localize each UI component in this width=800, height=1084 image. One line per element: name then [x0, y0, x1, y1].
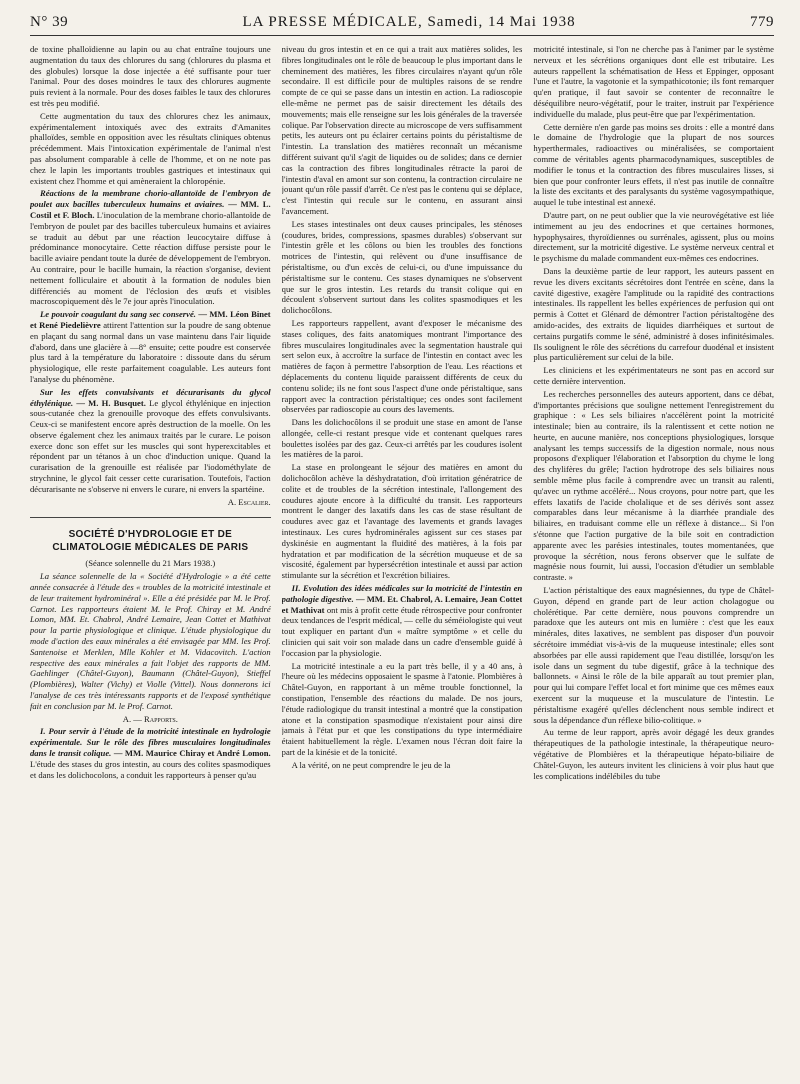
- paragraph: Les recherches personnelles des auteurs apportent, dans ce débat, d'importantes précisions que souligne nettement l'enregistrement du graphique : « Les sels biliaires n'accélèrent point la motricité intestinale; bien au contraire, ils la ralentissent et cette notion ne heurte, en aucune manière, nos conceptions physiologiques, lorsque analysant les temps successifs de la digestion normale, nous nous proposons d'expliquer l'élaboration et l'absorption du chyme le long des chylifères du grêle; l'action hydrotrope des sels biliaires nous semble même plus facile à comprendre avec un transit au ralenti, qu'avec un rythme accéléré... Nous croyons, pour notre part, que les effets laxatifs de l'acide cholalique et de ses dérivés sont assez comparables dans leur mécanisme à la diarrhée prandiale des biliaires, en traduisant comme elle un réflexe à distance... Si l'on s'étonne que l'action purgative de la bile soit en contradiction apparente avec les parésies intestinales, toutes momentanées, que provoque la sécrétion, nous ferons observer que le sulfate de magnésie nous fournit, lui aussi, l'occasion d'étudier un semblable contraste. »: [533, 388, 774, 583]
- article-entry: [30, 188, 271, 307]
- paragraph: Au terme de leur rapport, après avoir dégagé les deux grandes thérapeutiques de la pathologie intestinale, la thérapeutique neuro-végétative de Plombières et la thérapeutique hépato-biliaire de Châtel-Guyon, les auteurs invitent les cliniciens à voir plus haut que les complications indélébiles du tube: [533, 727, 774, 781]
- article-body: Le glycol éthylénique en injection sous-cutanée chez la grenouille provoque des effets convulsivants. Ceux-ci se manifestent encore après destruction de la moelle. On les observe également chez les animaux traités par le curare. Le poison exerce donc son effet sur les muscles qui sont hyperexcitables et répondent par un tétanos à un choc d'induction unique. Quand la curarisation de la grenouille est réalisée par l'iodométhylate de strychnine, le glycol fait cesser cette curarisation. Toutefois, l'action décurarisante ne s'observe ni envers le curare, ni envers la spartéine.: [30, 397, 271, 494]
- paragraph: La stase en prolongeant le séjour des matières en amont du dolichocôlon achève la déshydratation, d'où irritation génératrice de colite et de troubles de la sécrétion intestinale, l'allongement des coudures ajoute encore à la difficulté du transit. Les rapporteurs montrent le danger des laxatifs dans les cas de stase résultant de coudures avec gaz et l'avantage des lavements et grands lavages intestinaux. Les cures hydrominérales agissent sur ces stases par dyskinésie en augmentant la fluidité des matières, à la fois par hydratation et par modification de la sécrétion muqueuse et de sa viscosité, également par hypersécrétion intestinale et aussi par action stimulante sur la sécrétion et l'excrétion biliaires.: [281, 462, 523, 581]
- session-date: (Séance solennelle du 21 Mars 1938.): [85, 558, 216, 569]
- paragraph: Dans les dolichocôlons il se produit une stase en amont de l'anse allongée, celle-ci restant presque vide et contenant quelques rares boulettes isolées par des gaz. Ceux-ci arrêtés par les coudures isolent les matières de la paroi.: [281, 417, 523, 460]
- paragraph: Les rapporteurs rappellent, avant d'exposer le mécanisme des stases coliques, des faits anatomiques montrant l'importance des fibres musculaires longitudinales avec la segmentation haustrale qui sert selon eux, à accroître la surface de l'intestin en contact avec les matières de façon à permettre l'absorption de l'eau. Les réactions et déplacements du contenu liquide paraissent différents de ceux du contenu solide; ils ne font sous l'aspect d'une onde péristaltique, sans rapport avec la contraction péristaltique; ces ondes sont facilement observées par radioscopie au cours des lavements.: [281, 317, 523, 415]
- paragraph: niveau du gros intestin et en ce qui a trait aux matières solides, les fibres longitudinales ont le rôle de beaucoup le plus important dans le cheminement des matières, les fibres circulaires n'ayant qu'un rôle secondaire. Il est difficile pour de multiples raisons de se rendre compte de ce qui se passe dans un intestin en action. La radioscopie elle-même ne permet pas de saisir directement les détails des mouvements; mais elle renseigne sur les lois générales de la traversée colique. Par l'observation directe au microscope de vers suffisamment petits, les auteurs ont pu éclairer certains points du péristaltisme de l'intestin. La translation des matières reconnaît un mécanisme différent suivant qu'il s'agit de liquides ou de solides; dans ce dernier cas la contraction des fibres longitudinales rétracte la paroi de l'intestin d'aval en amont sur son contenu, la contraction circulaire ne jouant qu'un rôle passif d'arrêt. Ce n'est pas le contenu qui se déplace, c'est l'intestin qui recule sur le contenu, en assurant ainsi l'avancement.: [281, 44, 523, 216]
- article-entry: [30, 309, 271, 385]
- article-title: Le pouvoir coagulant du sang sec conservé.: [40, 309, 196, 320]
- article-title: I. Pour servir à l'étude de la motricité intestinale en hydrologie expérimentale. Sur le rôle des fibres musculaires longitudinales dans le transit colique.: [30, 726, 271, 759]
- paragraph: Dans la deuxième partie de leur rapport, les auteurs passent en revue les divers excitants sécrétoires dont l'entrée en scène, dans la cavité digestive, exagère l'amplitude ou la rapidité des contractions intestinales. Ils rappellent les belles expériences de perfusion qui ont permis à Cottet et Glénard de démontrer l'action péristaltogène des amido-acides, des extraits de liquides diarrhéiques et surtout de certains purgatifs comme le séné, administré à doses infinitésimales. Ils soulignent le rôle des sécrétions du carrefour duodénal et insistent plus particulièrement sur celui de la bile.: [533, 265, 774, 363]
- article-entry: [282, 583, 523, 659]
- paragraph: Cette augmentation du taux des chlorures chez les animaux, expérimentalement intoxiqués avec des extraits d'Amanites phalloïdes, semble en opposition avec les résultats cliniques obtenus précédemment. Mais l'intoxication expérimentale de l'animal n'est pas absolument comparable à celle de l'homme, et on ne note pas chez le lapin les importants troubles gastriques et intestinaux qui existent chez l'homme et qui amèneraient la chloropénie.: [30, 110, 271, 186]
- paragraph: D'autre part, on ne peut oublier que la vie neurovégétative est liée intimement au jeu des endocrines et que certaines hormones, hypophysaires, thyroïdiennes ou surrénales, agissent, plus ou moins directement, sur la motricité digestive. Le système nerveux central et le psychisme du malade commandent eux-mêmes ces endocrines.: [533, 209, 774, 264]
- text-columns: [30, 44, 774, 1084]
- journal-title: LA PRESSE MÉDICALE, Samedi, 14 Mai 1938: [242, 14, 576, 30]
- article-authors: — MM. Et. Chabrol, A. Lemaire, Jean Cottet et Mathivat: [281, 593, 523, 615]
- page-number: 779: [749, 14, 774, 30]
- article-title: Réactions de la membrane chorio-allantoïde de l'embryon de poulet aux bacilles tuberculeux humains et aviaires.: [30, 188, 271, 210]
- article-authors: — M. H. Busquet.: [76, 397, 146, 408]
- paragraph: La motricité intestinale a eu la part très belle, il y a 40 ans, à l'heure où les médecins opposaient le spasme à l'atonie. Plombières à Châtel-Guyon, en rapportant à un même trouble fonctionnel, la constipation, l'ensemble des réactions du malade. De nos jours, l'étude radiologique du transit intestinal a montré que la constipation atone et la constipation spasmodique n'existaient pour ainsi dire jamais à l'état pur et que les constipations du type intermédiaire étaient habituellement la règle. L'examen nous l'écran doit faire la part de la kinésie et de la tonicité.: [281, 660, 523, 757]
- article-title: II. Evolution des idées médicales sur la motricité de l'intestin en pathologie digestive.: [281, 583, 523, 604]
- page-header: [30, 14, 774, 36]
- article-body: L'inoculation de la membrane chorio-allantoïde de l'embryon de poulet par des bacilles tuberculeux humains et aviaires se traduit au début par une réaction leucocytaire diffuse à prédominance monocytaire. Cette réaction diffuse persiste pour le bacille aviaire pendant toute la durée de développement de l'embryon. Au contraire, pour le bacille humain, la réaction s'organise, devient nettement folliculaire et aboutit à la formation de nodules bien différenciés au moment de l'éclosion des œufs et visibles macroscopiquement dès le 7e jour après l'inoculation.: [30, 209, 271, 307]
- article-authors: — MM. L. Costil et F. Bloch.: [30, 199, 271, 220]
- section-title: SOCIÉTÉ D'HYDROLOGIE ET DE CLIMATOLOGIE MÉDICALES DE PARIS: [52, 529, 249, 554]
- column-1: [30, 44, 271, 1084]
- paragraph: Cette dernière n'en garde pas moins ses droits : elle a montré dans le domaine de l'hydrologie que la plupart de nos sources hyperthermales, radioactives ou minéralisées, se comportaient comme de véritables agents pharmacodynamiques, susceptibles de modifier le tonus et la contraction des fibres musculaires lisses, si bien que pour confronter leurs effets, il n'est pas inutile de connaître la liste des excitants et des paralysants du système vagosympathique, auquel le tube intestinal est annexé.: [533, 121, 774, 208]
- subsection-heading: A. — Rapports.: [122, 713, 178, 724]
- article-entry: [30, 726, 271, 780]
- paragraph: La séance solennelle de la « Société d'Hydrologie » a été cette année consacrée à l'étude des « troubles de la motricité intestinale et de leur traitement hydrominéral ». Elle a été présidée par M. le Prof. Carnot. Les rapporteurs étaient M. le Prof. Chiray et M. André Lomon, MM. Et. Chabrol, André Lemaire, Jean Cottet et Mathivat pour la partie physiologique et clinique. L'étude physiologique du mode d'action des eaux minérales a été envisagée par MM. les Prof. Santenoise et Merklen, Mlle Kohler et M. Vidacovitch. L'action respective des eaux minérales a fait l'objet des rapports de MM. Gaehlinger (Châtel-Guyon), Baumann (Châtel-Guyon), Stieffel (Plombières), Walter (Vichy) et Violle (Vittel). Nous donnerons ici l'analyse de ces très intéressants rapports et de l'exposé synthétique fait en conclusion par M. le Prof. Carnot.: [30, 571, 271, 711]
- article-title: Sur les effets convulsivants et décurarisants du glycol éthylénique.: [30, 386, 271, 408]
- paragraph: L'action péristaltique des eaux magnésiennes, du type de Châtel-Guyon, dépend en grande part de leur action cholagogue ou cholérétique. Par cette dernière, nous pouvons comprendre un paradoxe que les auteurs ont mis en lumière : c'est que les eaux minérales, dites laxatives, ne semblent pas disposer d'un pouvoir sécrétoire immédiat vis-à-vis de la muqueuse intestinale; elles sont absorbées par elle aussi rapidement que l'eau distillée, lorsqu'on les isole dans un segment du tube digestif, grâce à la technique des ballonnets. « Ainsi le rôle de la bile apparaît au tout premier plan, pour qui lui compare l'effet local et fort minime que ces mêmes eaux exercent sur la muqueuse et la musculature de l'intestin. Le péristaltisme exagéré qu'elles déclenchent nous semble indirect et sous la dépendance d'un réflexe bilio-colitique. »: [533, 585, 774, 725]
- paragraph: A la vérité, on ne peut comprendre le jeu de la: [291, 759, 451, 770]
- article-body: ont mis à profit cette étude rétrospective pour confronter deux tendances de l'esprit médical, — celle du séméiologiste qui veut tout expliquer en partant d'un « maître symptôme » et celle du clinicien qui sait voir son malade dans un cadre d'ensemble guidé à l'occasion par la physiologie.: [281, 604, 523, 658]
- paragraph: de toxine phalloïdienne au lapin ou au chat entraîne toujours une augmentation du taux des chlorures du sang (chlorures du plasma et des globules) lorsque la dose injectée a été suffisante pour tuer l'animal. Pour des doses moindres le taux des chlorures augmente puis revient à la normale. Pour des doses faibles le taux des chlorures est très peu modifié.: [30, 44, 271, 108]
- article-authors: — MM. Léon Binet et René Piedelièvre: [30, 309, 271, 330]
- article-body: attirent l'attention sur la poudre de sang obtenue en plaçant du sang normal dans un vase maintenu dans l'air liquide d'abord, dans une glacière à —8° ensuite; cette poudre est conservée plus tard à la température du laboratoire : dissoute dans du sérum physiologique, elle reste parfaitement coagulable. Les auteurs font l'analyse du phénomène.: [30, 319, 271, 384]
- article-authors: — MM. Maurice Chiray et André Lomon.: [113, 748, 271, 759]
- section-divider: [30, 517, 271, 518]
- article-entry: [30, 387, 271, 495]
- issue-number: N° 39: [30, 14, 69, 30]
- paragraph: motricité intestinale, si l'on ne cherche pas à l'animer par le système nerveux et les sécrétions organiques dont elle est tributaire. Les auteurs rappellent la schématisation de Hess et Eppinger, opposant l'une et l'autre, la vagotonie et la sympathicotonie; ils font remarquer qu'en pratique, il faut savoir se contenter de reconnaître le déséquilibre neuro-végétatif, pour le traiter, instruit par l'expérience individuelle du malade, plus peut-être que par l'expérimentation.: [533, 44, 774, 119]
- article-body: L'étude des stases du gros intestin, au cours des colites spasmodiques et dans les dolichocolons, a conduit les rapporteurs à penser qu'au: [30, 758, 271, 780]
- column-2: [282, 44, 523, 1084]
- column-3: [533, 44, 774, 1084]
- paragraph: Les stases intestinales ont deux causes principales, les sténoses (coudures, brides, compressions, spasmes durables) s'observant sur l'intestin grêle et les côlons ou bien les troubles des fonctions motrices de l'intestin, qui relèvent ou d'une insuffisance de péristaltisme, ou d'un excès de celui-ci, ou d'une impuissance du péristaltisme sur le contenu. Ces stases dynamiques ne s'observent que sur le gros intestin. Les retards du transit colique qui en découlent s'observent surtout dans les colites spasmodiques et les dolichocôlons.: [281, 218, 523, 316]
- paragraph: Les cliniciens et les expérimentateurs ne sont pas en accord sur cette dernière intervention.: [533, 365, 774, 386]
- signature: A. Escalier.: [227, 496, 271, 507]
